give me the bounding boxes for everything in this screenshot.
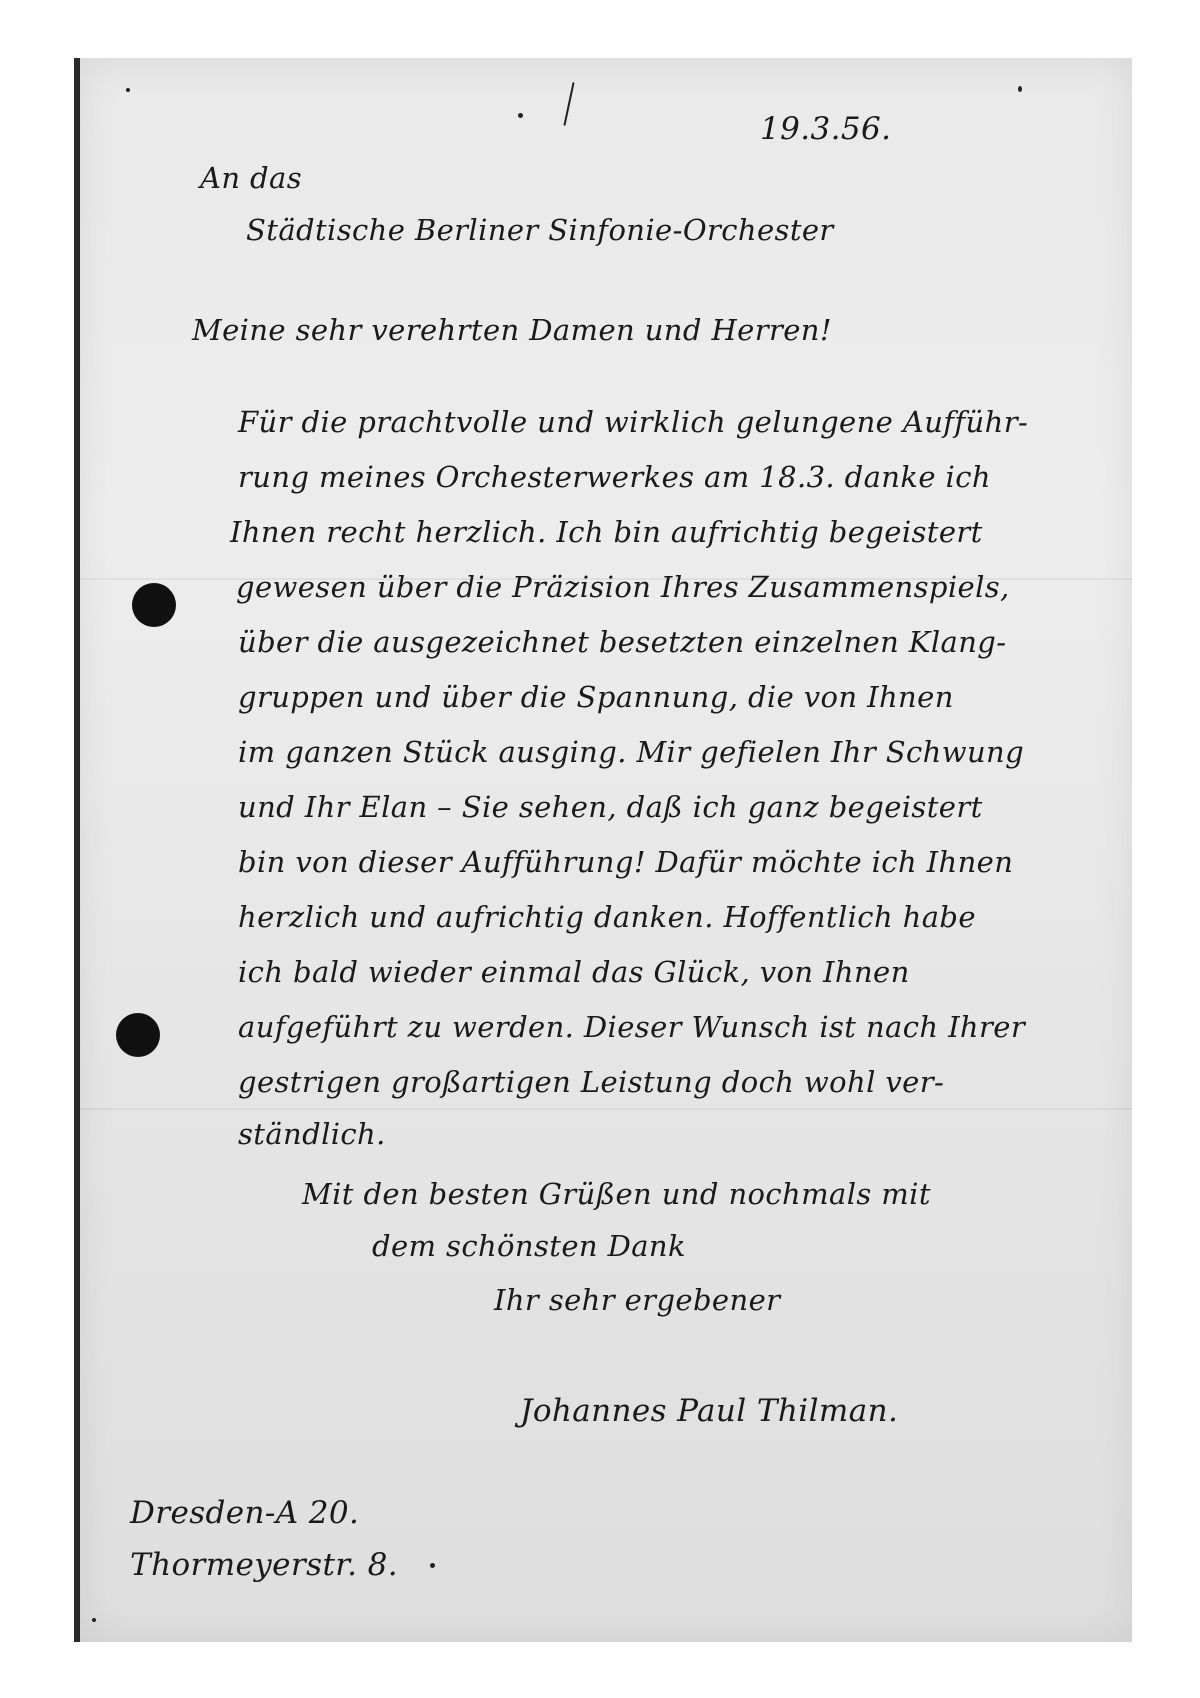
body-line: herzlich und aufrichtig danken. Hoffentlich habe — [238, 900, 976, 934]
body-line: über die ausgezeichnet besetzten einzelnen Klang- — [238, 625, 1007, 659]
body-line: gruppen und über die Spannung, die von Ihnen — [238, 680, 954, 714]
letter-paper — [80, 58, 1132, 1642]
paper-speck — [1018, 86, 1022, 92]
body-line: aufgeführt zu werden. Dieser Wunsch ist nach Ihrer — [238, 1010, 1026, 1044]
punch-hole — [132, 583, 176, 627]
body-line: Für die prachtvolle und wirklich gelungene Aufführ- — [238, 405, 1029, 439]
letter-date: 19.3.56. — [760, 111, 892, 147]
body-line: ich bald wieder einmal das Glück, von Ihnen — [238, 955, 910, 989]
paper-speck — [92, 1618, 96, 1622]
punch-hole — [116, 1013, 160, 1057]
addressee: Städtische Berliner Sinfonie-Orchester — [246, 213, 834, 247]
signature: Johannes Paul Thilman. — [520, 1393, 899, 1429]
paper-fold — [80, 1108, 1132, 1110]
body-line: Ihnen recht herzlich. Ich bin aufrichtig begeistert — [230, 515, 983, 549]
sender-address-line: Thormeyerstr. 8. — [130, 1547, 399, 1583]
body-line: gestrigen großartigen Leistung doch wohl ver- — [238, 1065, 945, 1099]
body-line: bin von dieser Aufführung! Dafür möchte ich Ihnen — [238, 845, 1014, 879]
body-line: im ganzen Stück ausging. Mir gefielen Ihr Schwung — [238, 735, 1025, 769]
paper-speck — [126, 88, 130, 92]
sender-address-line: Dresden-A 20. — [130, 1495, 360, 1531]
body-line: ständlich. — [238, 1117, 386, 1151]
salutation: Meine sehr verehrten Damen und Herren! — [192, 313, 832, 347]
closing-line: Mit den besten Grüßen und nochmals mit — [302, 1177, 931, 1211]
paper-speck — [430, 1563, 435, 1568]
body-line: gewesen über die Präzision Ihres Zusammenspiels, — [236, 570, 1010, 604]
paper-speck — [518, 113, 523, 118]
valediction: Ihr sehr ergebener — [494, 1283, 781, 1317]
body-line: und Ihr Elan – Sie sehen, daß ich ganz begeistert — [238, 790, 983, 824]
addressee-prefix: An das — [200, 161, 302, 195]
body-line: rung meines Orchesterwerkes am 18.3. danke ich — [238, 460, 991, 494]
closing-line: dem schönsten Dank — [372, 1229, 686, 1263]
paper-tear-mark — [563, 82, 574, 125]
scanned-letter — [74, 58, 1132, 1642]
